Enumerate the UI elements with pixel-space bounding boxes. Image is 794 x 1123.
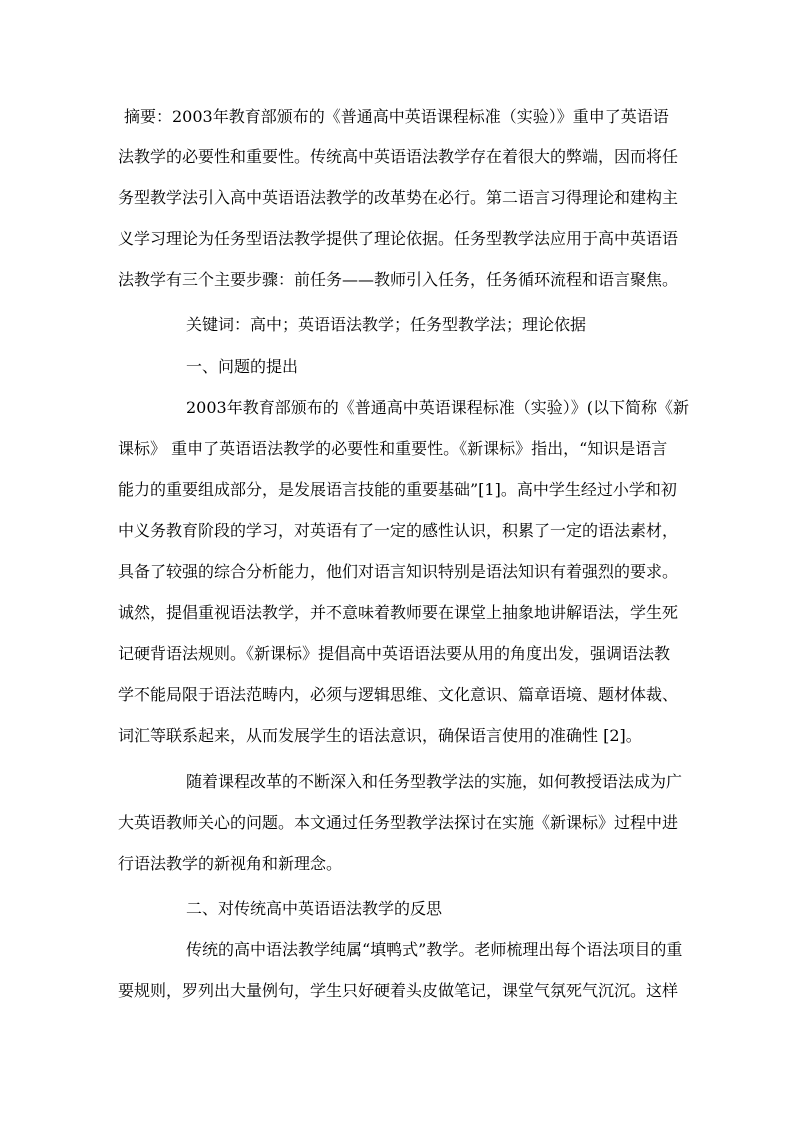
abstract-line: 摘要：2003年教育部颁布的《普通高中英语课程标准（实验）》重申了英语语 [124,107,669,126]
abstract-line: 法教学有三个主要步骤：前任务——教师引入任务，任务循环流程和语言聚焦。 [118,270,679,289]
paragraph-line: 传统的高中语法教学纯属“填鸭式”教学。老师梳理出每个语法项目的重 [186,940,683,959]
abstract-line: 务型教学法引入高中英语语法教学的改革势在必行。第二语言习得理论和建构主 [118,188,679,207]
paragraph-line: 具备了较强的综合分析能力，他们对语言知识特别是语法知识有着强烈的要求。 [118,562,679,581]
abstract-line: 义学习理论为任务型语法教学提供了理论依据。任务型教学法应用于高中英语语 [118,229,679,248]
paragraph-line: 中义务教育阶段的学习，对英语有了一定的感性认识，积累了一定的语法素材， [118,521,679,540]
paragraph-line: 随着课程改革的不断深入和任务型教学法的实施，如何教授语法成为广 [186,772,683,791]
paragraph-line: 大英语教师关心的问题。本文通过任务型教学法探讨在实施《新课标》过程中进 [118,813,679,832]
paragraph-line: 记硬背语法规则。《新课标》提倡高中英语语法要从用的角度出发，强调语法教 [118,644,671,663]
paragraph-line: 课标》 重申了英语语法教学的必要性和重要性。《新课标》指出，“知识是语言 [118,439,668,458]
paragraph-line: 学不能局限于语法范畴内，必须与逻辑思维、文化意识、篇章语境、题材体裁、 [118,685,679,704]
keywords: 关键词：高中；英语语法教学；任务型教学法；理论依据 [186,315,587,334]
paragraph-line: 诚然，提倡重视语法教学，并不意味着教师要在课堂上抽象地讲解语法，学生死 [118,603,679,622]
paragraph-line: 行语法教学的新视角和新理念。 [118,854,343,873]
paragraph-line: 能力的重要组成部分，是发展语言技能的重要基础”[1]。高中学生经过小学和初 [118,480,677,499]
paragraph-line: 词汇等联系起来，从而发展学生的语法意识，确保语言使用的准确性 [2]。 [118,726,642,745]
section-heading: 一、问题的提出 [186,357,299,376]
paragraph-line: 2003年教育部颁布的《普通高中英语课程标准（实验）》(以下简称《新 [186,398,689,417]
abstract-line: 法教学的必要性和重要性。传统高中英语语法教学存在着很大的弊端，因而将任 [118,147,679,166]
paragraph-line: 要规则，罗列出大量例句，学生只好硬着头皮做笔记，课堂气氛死气沉沉。这样 [118,981,679,1000]
section-heading: 二、对传统高中英语语法教学的反思 [186,899,443,918]
